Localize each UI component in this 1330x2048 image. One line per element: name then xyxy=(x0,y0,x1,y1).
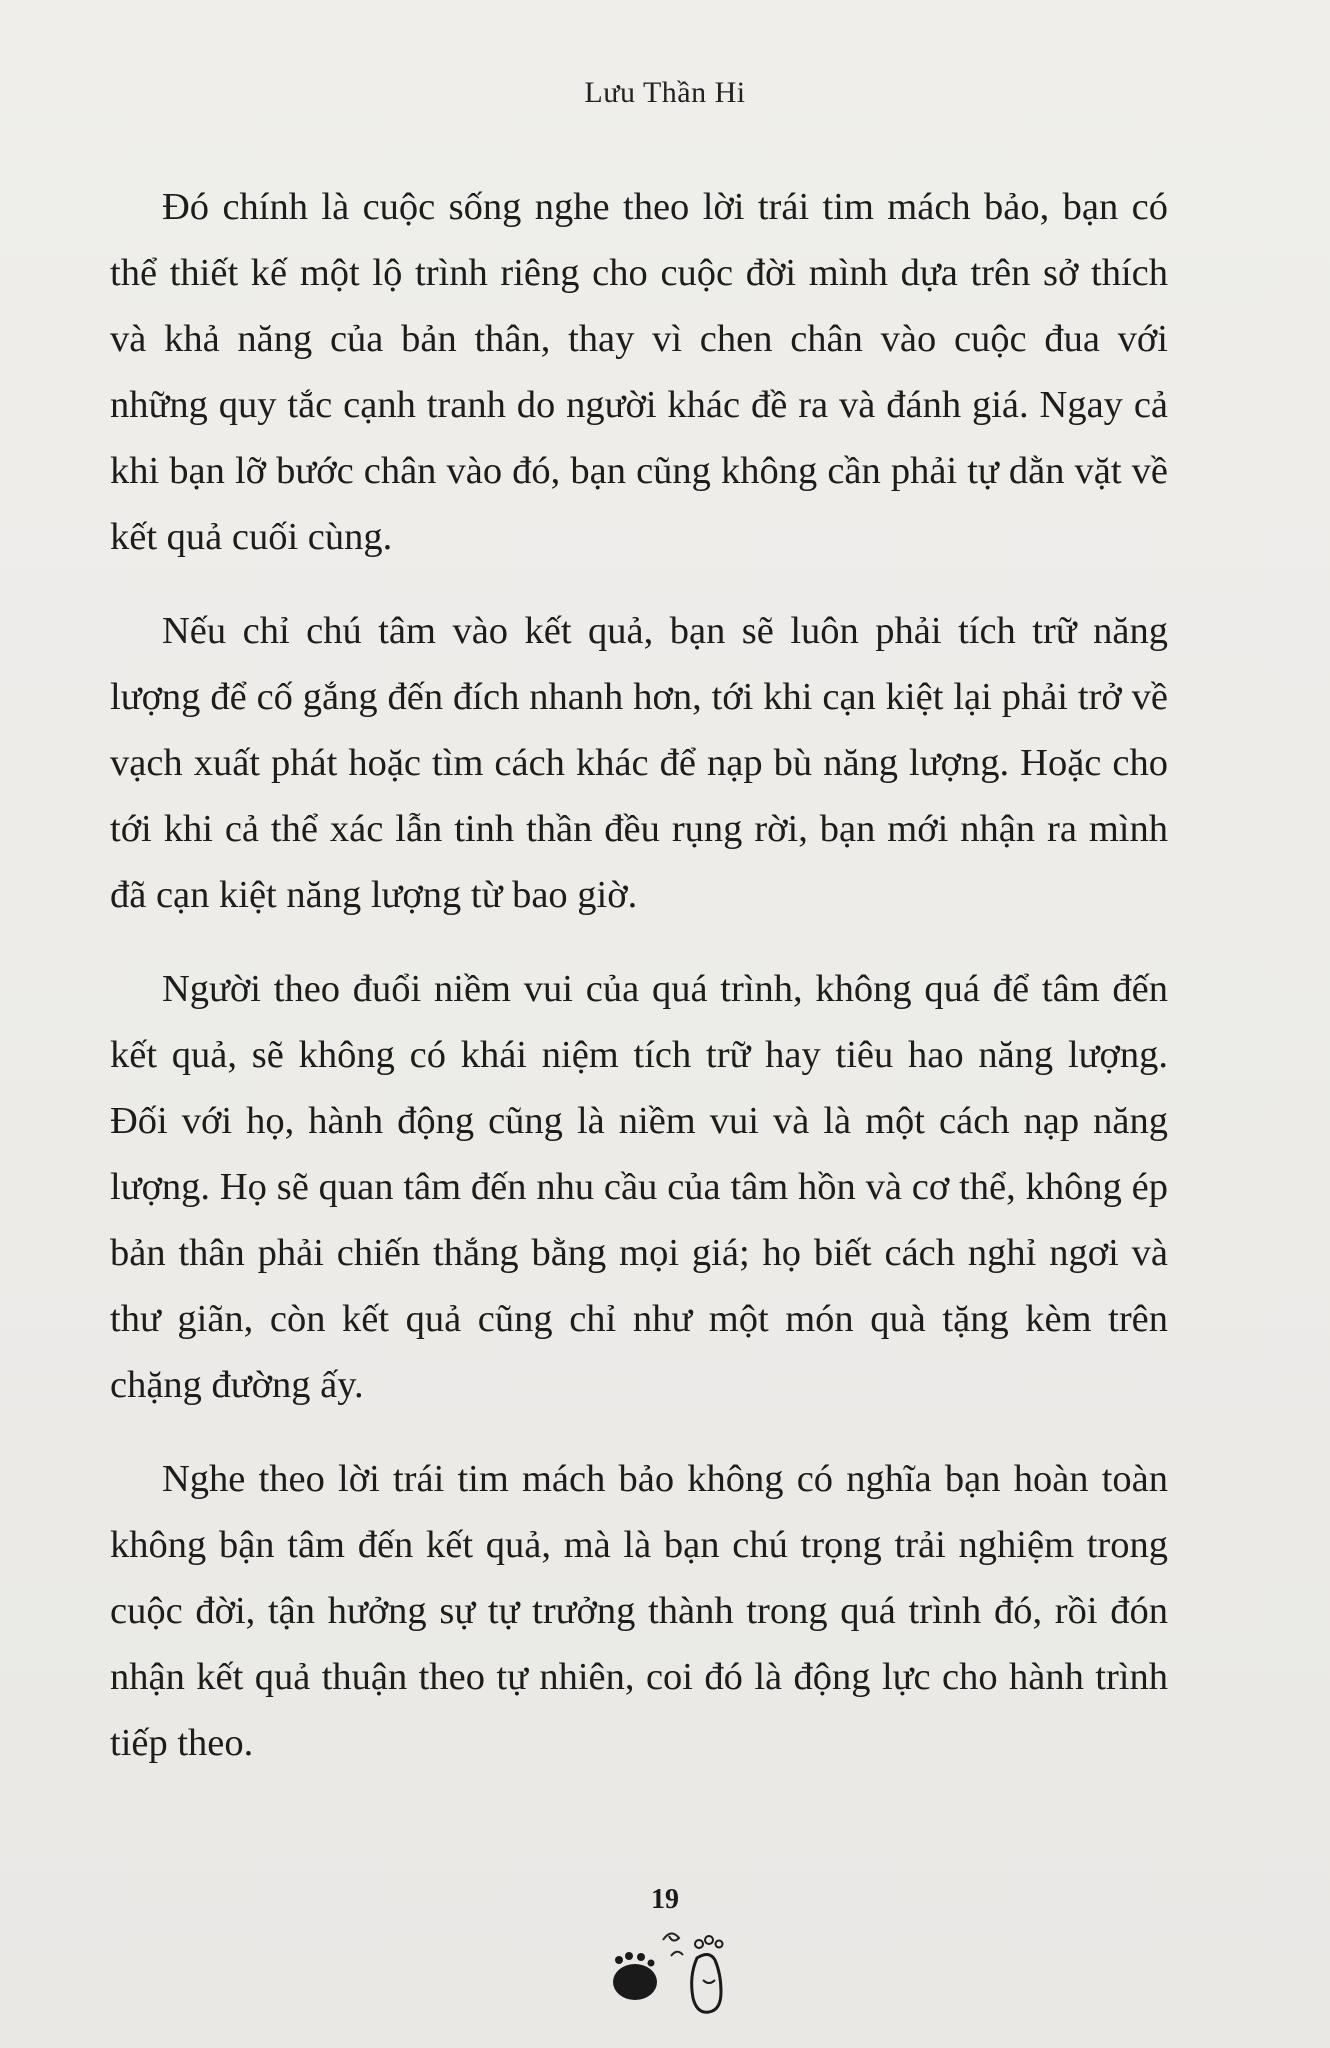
paragraph-2: Nếu chỉ chú tâm vào kết quả, bạn sẽ luôn phải tích trữ năng lượng để cố gắng đến đích nhanh hơn, tới khi cạn kiệt lại phải trở về vạch xuất phát hoặc tìm cách khác để nạp bù năng lượng. Hoặc cho tới khi cả thể xác lẫn tinh thần đều rụng rời, bạn mới nhận ra mình đã cạn kiệt năng lượng từ bao giờ. xyxy=(110,610,1168,916)
running-head-author: Lưu Thần Hi xyxy=(584,76,746,109)
footprint-ornament-icon xyxy=(605,1910,755,2020)
page-number: 19 xyxy=(651,1884,679,1915)
paragraph-4: Nghe theo lời trái tim mách bảo không có nghĩa bạn hoàn toàn không bận tâm đến kết quả, mà là bạn chú trọng trải nghiệm trong cuộc đời, tận hưởng sự tự trưởng thành trong quá trình đó, rồi đón nhận kết quả thuận theo tự nhiên, coi đó là động lực cho hành trình tiếp theo. xyxy=(110,1458,1168,1764)
paragraph-3: Người theo đuổi niềm vui của quá trình, không quá để tâm đến kết quả, sẽ không có khái niệm tích trữ hay tiêu hao năng lượng. Đối với họ, hành động cũng là niềm vui và là một cách nạp năng lượng. Họ sẽ quan tâm đến nhu cầu của tâm hồn và cơ thể, không ép bản thân phải chiến thắng bằng mọi giá; họ biết cách nghỉ ngơi và thư giãn, còn kết quả cũng chỉ như một món quà tặng kèm trên chặng đường ấy. xyxy=(110,968,1168,1406)
body-text xyxy=(110,174,1168,1776)
paragraph-1: Đó chính là cuộc sống nghe theo lời trái tim mách bảo, bạn có thể thiết kế một lộ trình riêng cho cuộc đời mình dựa trên sở thích và khả năng của bản thân, thay vì chen chân vào cuộc đua với những quy tắc cạnh tranh do người khác đề ra và đánh giá. Ngay cả khi bạn lỡ bước chân vào đó, bạn cũng không cần phải tự dằn vặt về kết quả cuối cùng. xyxy=(110,186,1168,558)
